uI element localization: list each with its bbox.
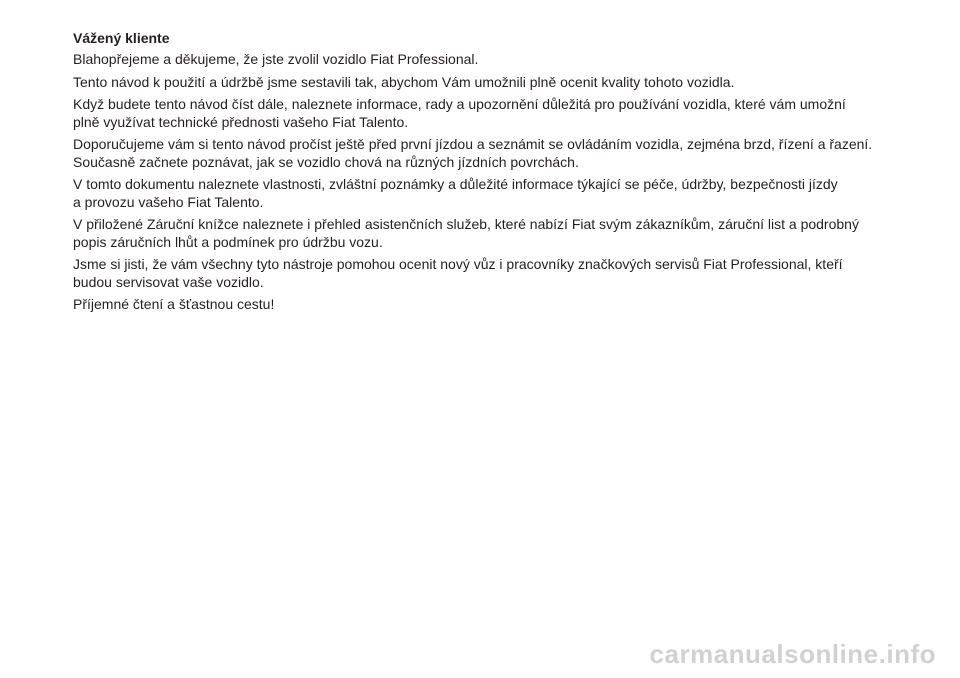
paragraph-manual-purpose (73, 74, 913, 92)
document-body (73, 30, 913, 319)
paragraph-line: Blahopřejeme a děkujeme, že jste zvolil vozidlo Fiat Professional. (73, 51, 479, 67)
paragraph-read-before-driving (73, 136, 913, 171)
paragraph-line: V tomto dokumentu naleznete vlastnosti, zvláštní poznámky a důležité informace týkající se péče, údržby, bezpečnosti jízdy (73, 176, 838, 192)
paragraph-line: Když budete tento návod číst dále, naleznete informace, rady a upozornění důležitá pro používání vozidla, které vám umožní (73, 96, 846, 112)
paragraph-line: Současně začnete poznávat, jak se vozidlo chová na různých jízdních povrchách. (73, 153, 579, 170)
paragraph-line: popis záručních lhůt a podmínek pro údržbu vozu. (73, 233, 383, 250)
paragraph-line: Příjemné čtení a šťastnou cestu! (73, 296, 275, 312)
paragraph-document-contents (73, 176, 913, 211)
paragraph-line: Doporučujeme vám si tento návod pročíst ještě před první jízdou a seznámit se ovládáním vozidla, zejména brzd, řízení a řazení. (73, 136, 873, 152)
paragraph-line: plně využívat technické přednosti vašeho Fiat Talento. (73, 113, 409, 130)
document-heading: Vážený kliente (73, 30, 170, 46)
paragraph-service-network (73, 256, 913, 291)
paragraph-line: V přiložené Záruční knížce naleznete i přehled asistenčních služeb, které nabízí Fiat svým zákazníkům, záruční list a podrobný (73, 216, 859, 232)
paragraph-information-advice (73, 96, 913, 131)
paragraph-line: budou servisovat vaše vozidlo. (73, 273, 264, 290)
paragraph-congratulations (73, 51, 913, 69)
paragraph-line: Jsme si jisti, že vám všechny tyto nástroje pomohou ocenit nový vůz i pracovníky značkových servisů Fiat Professional, kteří (73, 256, 843, 272)
paragraph-line: Tento návod k použití a údržbě jsme sestavili tak, abychom Vám umožnili plně ocenit kvality tohoto vozidla. (73, 73, 735, 90)
paragraph-closing (73, 296, 913, 314)
watermark: carmanualsonline.info (649, 639, 936, 669)
paragraph-warranty-booklet (73, 216, 913, 251)
paragraph-line: a provozu vašeho Fiat Talento. (73, 193, 264, 210)
